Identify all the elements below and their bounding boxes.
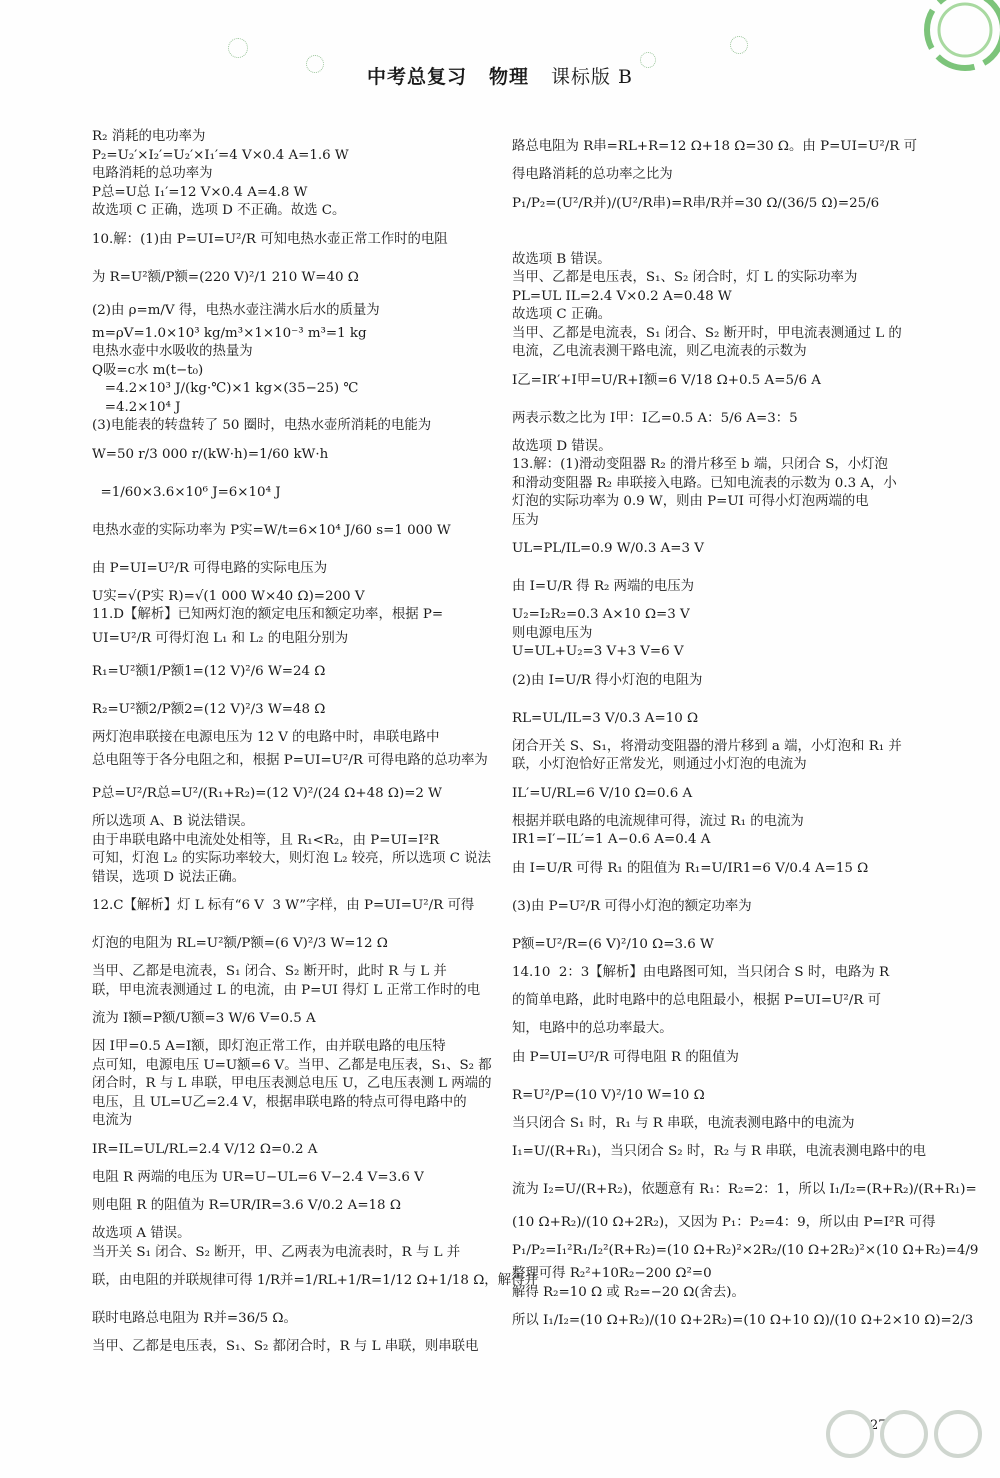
page-number: 27 <box>870 1418 887 1433</box>
text-line: 两表示数之比为 I甲：I乙=0.5 A：5/6 A=3：5 <box>512 410 798 426</box>
text-line: 总电阻等于各分电阻之和，根据 P=UI=U²/R 可得电路的总功率为 <box>92 753 488 768</box>
decorative-dot <box>730 36 748 54</box>
text-line: 由 I=U/R 得 R₂ 两端的电压为 <box>512 579 694 594</box>
text-line: 故选项 B 错误。 <box>512 251 611 267</box>
text-line: 由于串联电路中电流处处相等，且 R₁<R₂，由 P=UI=I²R <box>92 832 440 848</box>
text-line: 闭合时，R 与 L 串联，甲电压表测总电压 U，乙电压表测 L 两端的 <box>92 1076 492 1091</box>
text-line: R₁=U²额1/P额1=(12 V)²/6 W=24 Ω <box>92 663 326 679</box>
text-line: 根据并联电路的电流规律可得，流过 R₁ 的电流为 <box>512 813 804 829</box>
text-line: RL=UL/IL=3 V/0.3 A=10 Ω <box>512 710 699 726</box>
text-line: U=UL+U₂=3 V+3 V=6 V <box>512 644 684 659</box>
text-line: 点可知，电源电压 U=U额=6 V。当甲、乙都是电压表，S₁、S₂ 都 <box>92 1057 492 1073</box>
text-line: =1/60×3.6×10⁶ J=6×10⁴ J <box>92 484 281 500</box>
text-line: 故选项 C 正确。 <box>512 307 612 322</box>
text-line: PL=UL IL=2.4 V×0.2 A=0.48 W <box>512 288 732 304</box>
text-line: 当甲、乙都是电压表，S₁、S₂ 都闭合时，R 与 L 串联，则串联电 <box>92 1339 479 1354</box>
text-line: 整理可得 R₂²+10R₂−200 Ω²=0 <box>512 1266 712 1281</box>
text-line: 的简单电路，此时电路中的总电阻最小，根据 P=UI=U²/R 可 <box>512 993 881 1008</box>
text-line: U₂=I₂R₂=0.3 A×10 Ω=3 V <box>512 607 690 622</box>
text-line: 电流为 <box>92 1113 133 1128</box>
text-line: 当甲、乙都是电流表，S₁ 闭合、S₂ 断开时，甲电流表测通过 L 的 <box>512 325 902 341</box>
decorative-dot <box>228 38 248 58</box>
text-line: 由 I=U/R 可得 R₁ 的阻值为 R₁=U/IR1=6 V/0.4 A=15 Ω <box>512 860 869 876</box>
text-line: 路总电阻为 R串=RL+R=12 Ω+18 Ω=30 Ω。由 P=UI=U²/R 可 <box>512 139 917 154</box>
subject-title: 物理 <box>488 66 529 88</box>
watermark-logo <box>822 1400 992 1472</box>
text-line: 闭合开关 S、S₁，将滑动变阻器的滑片移到 a 端，小灯泡和 R₁ 并 <box>512 738 902 754</box>
text-line: 当只闭合 S₁ 时，R₁ 与 R 串联，电流表测电路中的电流为 <box>512 1115 855 1131</box>
text-line: =4.2×10³ J/(kg·℃)×1 kg×(35−25) ℃ <box>92 381 359 396</box>
text-line: 电流，乙电流表测干路电流，则乙电流表的示数为 <box>512 344 807 359</box>
text-line: 当开关 S₁ 闭合、S₂ 断开，甲、乙两表为电流表时，R 与 L 并 <box>92 1244 461 1260</box>
text-line: 所以选项 A、B 说法错误。 <box>92 814 254 829</box>
text-line: 解得 R₂=10 Ω 或 R₂=−20 Ω(舍去)。 <box>512 1284 745 1300</box>
text-line: (3)电能表的转盘转了 50 圈时，电热水壶所消耗的电能为 <box>92 418 432 433</box>
right-column <box>512 128 979 1340</box>
text-line: 故选项 D 错误。 <box>512 438 612 454</box>
text-line: UI=U²/R 可得灯泡 L₁ 和 L₂ 的电阻分别为 <box>92 630 349 646</box>
text-line: 电热水壶的实际功率为 P实=W/t=6×10⁴ J/60 s=1 000 W <box>92 522 451 538</box>
text-line: P₁/P₂=(U²/R并)/(U²/R串)=R串/R并=30 Ω/(36/5 Ω)=25/6 <box>512 195 880 211</box>
text-line <box>512 223 920 251</box>
text-line: U实=√(P实 R)=√(1 000 W×40 Ω)=200 V <box>92 588 365 604</box>
text-line: 13.解：(1)滑动变阻器 R₂ 的滑片移至 b 端，只闭合 S，小灯泡 <box>512 457 888 472</box>
text-line: 可知，灯泡 L₂ 的实际功率较大，则灯泡 L₂ 较亮，所以选项 C 说法 <box>92 851 492 866</box>
text-line: 当甲、乙都是电流表，S₁ 闭合、S₂ 断开时，此时 R 与 L 并 <box>92 964 447 979</box>
text-line: (2)由 ρ=m/V 得，电热水壶注满水后水的质量为 <box>92 302 380 318</box>
text-line: (3)由 P=U²/R 可得小灯泡的额定功率为 <box>512 898 752 914</box>
book-title: 中考总复习 <box>366 66 467 88</box>
page-header <box>0 0 1000 110</box>
text-line: 则电阻 R 的阻值为 R=UR/IR=3.6 V/0.2 A=18 Ω <box>92 1198 401 1213</box>
text-line: 电路消耗的总功率为 <box>92 166 213 181</box>
text-line: 错误，选项 D 说法正确。 <box>92 869 246 885</box>
text-line: 联，由电阻的并联规律可得 1/R并=1/RL+1/R=1/12 Ω+1/18 Ω，解得并 <box>92 1273 538 1288</box>
text-line: 当甲、乙都是电压表，S₁、S₂ 闭合时，灯 L 的实际功率为 <box>512 270 858 285</box>
text-line: 流为 I₂=U/(R+R₂)，依题意有 R₁：R₂=2：1，所以 I₁/I₂=(R+R₂)/(R+R₁)= <box>512 1182 977 1197</box>
text-line: 故选项 C 正确，选项 D 不正确。故选 C。 <box>92 203 346 218</box>
text-line: 压为 <box>512 512 539 528</box>
text-line: 得电路消耗的总功率之比为 <box>512 167 673 182</box>
text-line: 故选项 A 错误。 <box>92 1226 191 1241</box>
text-line: 两灯泡串联接在电源电压为 12 V 的电路中时，串联电路中 <box>92 729 440 745</box>
text-line: P总=U总 I₁′=12 V×0.4 A=4.8 W <box>92 184 308 200</box>
text-line: 所以 I₁/I₂=(10 Ω+R₂)/(10 Ω+2R₂)=(10 Ω+10 Ω)/(10 Ω+2×10 Ω)=2/3 <box>512 1313 974 1328</box>
text-line: 因 I甲=0.5 A=I额，即灯泡正常工作，由并联电路的电压特 <box>92 1039 446 1054</box>
text-line: 流为 I额=P额/U额=3 W/6 V=0.5 A <box>92 1011 316 1026</box>
left-column <box>92 128 538 1357</box>
text-line: P₁/P₂=I₁²R₁/I₂²(R+R₂)=(10 Ω+R₂)²×2R₂/(10 Ω+2R₂)²×(10 Ω+R₂)=4/9 <box>512 1243 979 1258</box>
text-line: 电热水壶中水吸收的热量为 <box>92 344 253 359</box>
text-line: 则电源电压为 <box>512 625 593 641</box>
text-line: 由 P=UI=U²/R 可得电路的实际电压为 <box>92 560 328 576</box>
text-line: 联时电路总电阻为 R并=36/5 Ω。 <box>92 1311 297 1326</box>
text-line: R=U²/P=(10 V)²/10 W=10 Ω <box>512 1087 705 1103</box>
text-line: 电阻 R 两端的电压为 UR=U−UL=6 V−2.4 V=3.6 V <box>92 1169 424 1185</box>
text-line: (2)由 I=U/R 得小灯泡的电阻为 <box>512 672 703 688</box>
text-line: P₂=U₂′×I₂′=U₂′×I₁′=4 V×0.4 A=1.6 W <box>92 147 349 163</box>
text-line: 14.10 2：3【解析】由电路图可知，当只闭合 S 时，电路为 R <box>512 964 890 980</box>
text-line: 联，甲电流表测通过 L 的电流，由 P=UI 得灯 L 正常工作时的电 <box>92 982 481 998</box>
text-line: (10 Ω+R₂)/(10 Ω+2R₂)，又因为 P₁：P₂=4：9，所以由 P=I²R 可得 <box>512 1215 936 1230</box>
text-line: P总=U²/R总=U²/(R₁+R₂)=(12 V)²/(24 Ω+48 Ω)=2 W <box>92 786 442 801</box>
text-line: UL=PL/IL=0.9 W/0.3 A=3 V <box>512 541 704 556</box>
text-line: 11.D【解析】已知两灯泡的额定电压和额定功率，根据 P= <box>92 607 444 622</box>
text-line: 灯泡的电阻为 RL=U²额/P额=(6 V)²/3 W=12 Ω <box>92 936 388 951</box>
text-line: 电压，且 UL=U乙=2.4 V，根据串联电路的特点可得电路中的 <box>92 1094 467 1110</box>
text-line: W=50 r/3 000 r/(kW·h)=1/60 kW·h <box>92 446 329 462</box>
text-line: IL′=U/RL=6 V/10 Ω=0.6 A <box>512 785 693 801</box>
text-line: R₂=U²额2/P额2=(12 V)²/3 W=48 Ω <box>92 701 326 717</box>
text-line: R₂ 消耗的电功率为 <box>92 129 206 144</box>
text-line: IR=IL=UL/RL=2.4 V/12 Ω=0.2 A <box>92 1141 318 1157</box>
text-line: 10.解：(1)由 P=UI=U²/R 可知电热水壶正常工作时的电阻 <box>92 231 448 247</box>
header-title <box>0 62 1000 89</box>
text-line: I乙=IR′+I甲=U/R+I额=6 V/18 Ω+0.5 A=5/6 A <box>512 372 821 388</box>
text-line: 由 P=UI=U²/R 可得电阻 R 的阻值为 <box>512 1049 739 1065</box>
text-line: m=ρV=1.0×10³ kg/m³×1×10⁻³ m³=1 kg <box>92 325 367 341</box>
text-line: P额=U²/R=(6 V)²/10 Ω=3.6 W <box>512 936 714 952</box>
text-line: 联，小灯泡恰好正常发光，则通过小灯泡的电流为 <box>512 757 807 772</box>
text-line: IR1=I′−IL′=1 A−0.6 A=0.4 A <box>512 832 711 847</box>
text-line: I₁=U/(R+R₁)，当只闭合 S₂ 时，R₂ 与 R 串联，电流表测电路中的电 <box>512 1144 927 1159</box>
text-line: 知，电路中的总功率最大。 <box>512 1021 673 1036</box>
text-line: 12.C【解析】灯 L 标有“6 V 3 W”字样，由 P=UI=U²/R 可得 <box>92 898 475 913</box>
text-line: 为 R=U²额/P额=(220 V)²/1 210 W=40 Ω <box>92 269 359 285</box>
edition-label: 课标版 B <box>551 66 634 88</box>
text-line: 灯泡的实际功率为 0.9 W，则由 P=UI 可得小灯泡两端的电 <box>512 494 869 509</box>
text-line: =4.2×10⁴ J <box>92 399 181 415</box>
text-line: 和滑动变阻器 R₂ 串联接入电路。已知电流表的示数为 0.3 A，小 <box>512 475 897 491</box>
text-line: Q吸=c水 m(t−t₀) <box>92 362 204 378</box>
